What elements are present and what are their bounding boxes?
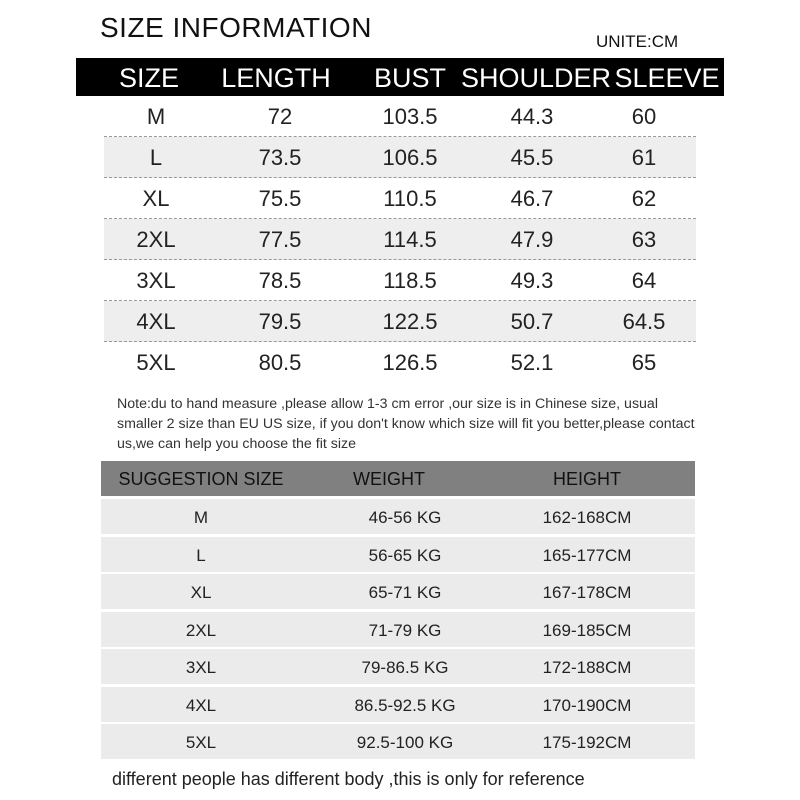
cell-height: 170-190CM	[542, 695, 632, 715]
cell-size: 4XL	[136, 309, 176, 334]
table-row	[104, 260, 696, 301]
cell-weight: 71-79 KG	[368, 620, 442, 640]
cell-shoulder: 46.7	[510, 186, 554, 211]
cell-weight: 92.5-100 KG	[356, 733, 454, 752]
cell-size: 2XL	[136, 227, 176, 252]
cell-length: 75.5	[258, 186, 302, 211]
table-row	[104, 219, 696, 260]
cell-suggestion-size: L	[196, 545, 206, 565]
size-table-header	[76, 58, 724, 96]
cell-suggestion-size: M	[193, 508, 209, 527]
cell-bust: 103.5	[382, 104, 438, 129]
cell-suggestion-size: 4XL	[185, 695, 217, 715]
cell-suggestion-size: 2XL	[185, 620, 217, 640]
cell-sleeve: 65	[631, 350, 657, 375]
cell-height: 175-192CM	[542, 733, 632, 752]
cell-height: 167-178CM	[542, 583, 632, 602]
table-row	[104, 96, 696, 137]
cell-bust: 126.5	[382, 350, 438, 375]
cell-weight: 86.5-92.5 KG	[354, 695, 456, 715]
cell-sleeve: 63	[631, 227, 657, 252]
cell-length: 79.5	[258, 309, 302, 334]
table-row	[101, 499, 695, 534]
table-row	[101, 687, 695, 722]
unit-label: UNITE:CM	[596, 32, 679, 51]
cell-length: 73.5	[258, 145, 302, 170]
cell-shoulder: 52.1	[510, 350, 554, 375]
cell-sleeve: 64	[631, 268, 657, 293]
cell-height: 165-177CM	[542, 545, 632, 565]
cell-length: 77.5	[258, 227, 302, 252]
header-sleeve: SLEEVE	[614, 63, 720, 93]
table-row	[101, 612, 695, 647]
cell-bust: 122.5	[382, 309, 438, 334]
cell-weight: 79-86.5 KG	[361, 658, 449, 677]
page-title: SIZE INFORMATION	[100, 12, 372, 43]
cell-sleeve: 60	[631, 104, 657, 129]
table-row	[101, 649, 695, 684]
cell-suggestion-size: 3XL	[185, 658, 217, 677]
cell-bust: 118.5	[383, 268, 437, 293]
header-suggestion-size: SUGGESTION SIZE	[118, 469, 284, 489]
header-height: HEIGHT	[552, 469, 622, 489]
cell-sleeve: 62	[631, 186, 657, 211]
cell-size: 3XL	[136, 268, 176, 293]
cell-weight: 65-71 KG	[368, 583, 442, 602]
table-row	[104, 137, 696, 178]
table-row	[101, 574, 695, 609]
cell-shoulder: 50.7	[510, 309, 554, 334]
cell-bust: 114.5	[383, 227, 437, 252]
header-size: SIZE	[118, 63, 180, 93]
cell-weight: 46-56 KG	[368, 508, 442, 527]
table-row	[104, 178, 696, 219]
suggestion-table-header	[101, 461, 695, 496]
cell-height: 162-168CM	[542, 508, 632, 527]
table-row	[101, 537, 695, 572]
cell-length: 80.5	[258, 350, 302, 375]
header-shoulder: SHOULDER	[460, 63, 612, 93]
table-row	[104, 342, 696, 383]
cell-suggestion-size: XL	[190, 583, 212, 602]
footer-note: different people has different body ,this is only for reference	[112, 769, 585, 789]
cell-length: 78.5	[258, 268, 302, 293]
cell-shoulder: 49.3	[510, 268, 554, 293]
cell-size: XL	[142, 186, 170, 211]
cell-shoulder: 44.3	[510, 104, 554, 129]
cell-size: M	[146, 104, 166, 129]
header-weight: WEIGHT	[353, 469, 425, 489]
cell-suggestion-size: 5XL	[185, 733, 217, 752]
cell-length: 72	[267, 104, 293, 129]
cell-size: 5XL	[136, 350, 176, 375]
table-row	[101, 724, 695, 759]
header-length: LENGTH	[221, 63, 331, 93]
cell-bust: 110.5	[383, 186, 437, 211]
cell-height: 172-188CM	[542, 658, 632, 677]
measurement-note: Note:du to hand measure ,please allow 1-3 cm error ,our size is in Chinese size, usual smaller 2 size than EU US size, if you don't know which size will fit you better,please contact us,we can help you choose the fit size	[117, 396, 695, 452]
cell-sleeve: 61	[631, 145, 657, 170]
cell-sleeve: 64.5	[622, 309, 666, 334]
table-row	[104, 301, 696, 342]
cell-height: 169-185CM	[542, 620, 632, 640]
cell-weight: 56-65 KG	[368, 545, 442, 565]
cell-bust: 106.5	[382, 145, 438, 170]
cell-shoulder: 45.5	[510, 145, 554, 170]
cell-shoulder: 47.9	[510, 227, 554, 252]
header-bust: BUST	[373, 63, 447, 93]
cell-size: L	[149, 145, 163, 170]
